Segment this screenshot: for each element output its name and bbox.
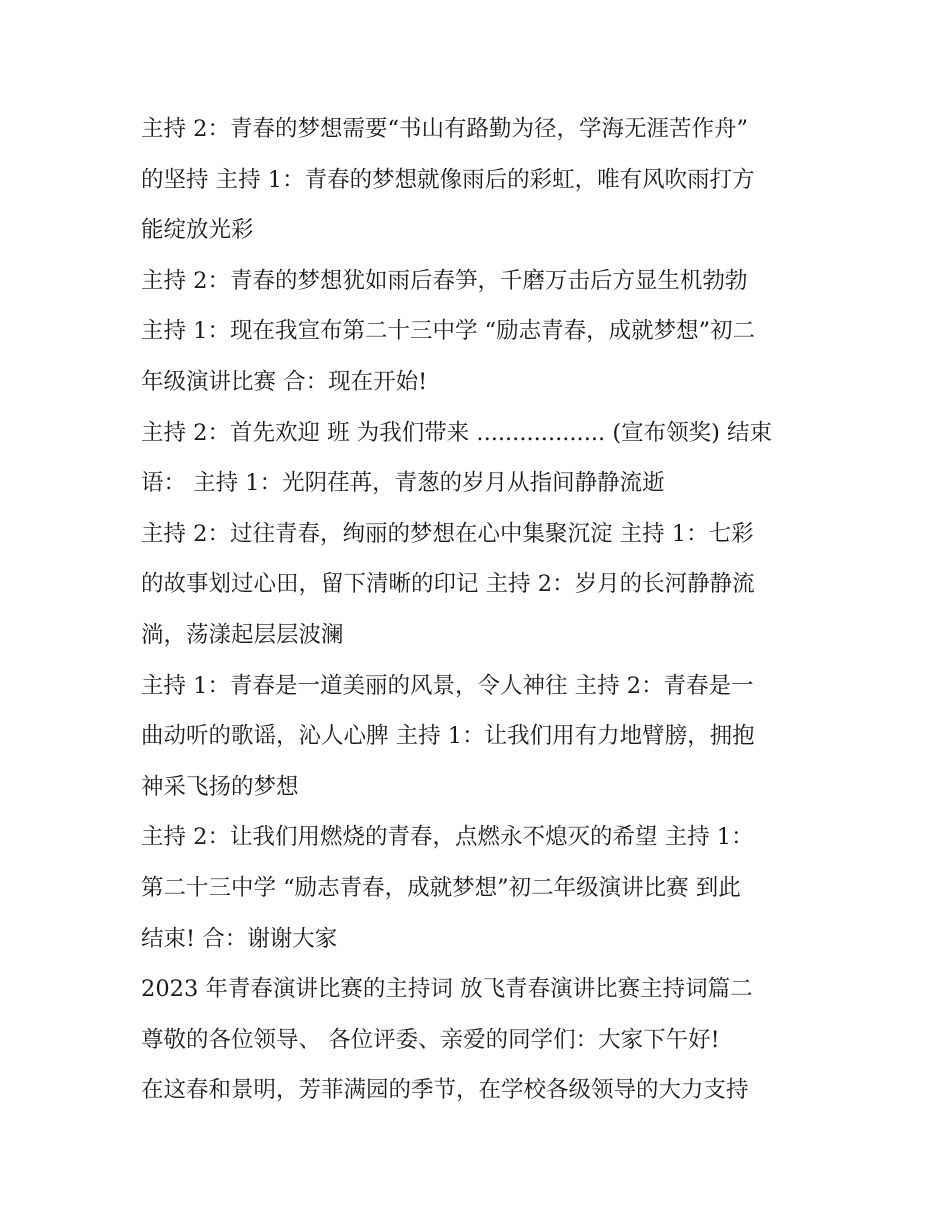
text-line: 结束! 合：谢谢大家: [141, 925, 338, 952]
text-line: 主持 2：青春的梦想需要“书山有路勤为径，学海无涯苦作舟”: [141, 116, 748, 142]
text-line: 主持 1：现在我宣布第二十三中学 “励志青春，成就梦想”初二: [141, 318, 756, 345]
text-line: 神采飞扬的梦想: [141, 773, 299, 800]
text-line: 年级演讲比赛 合：现在开始!: [141, 368, 428, 395]
text-line: 2023 年青春演讲比赛的主持词 放飞青春演讲比赛主持词篇二: [141, 976, 753, 1003]
document-body: [141, 109, 821, 1121]
text-line: 的坚持 主持 1：青春的梦想就像雨后的彩虹，唯有风吹雨打方: [141, 166, 755, 193]
text-line: 主持 2：首先欢迎 班 为我们带来 .................. (宣布领奖) 结束: [141, 419, 773, 446]
text-line: 曲动听的歌谣，沁人心脾 主持 1：让我们用有力地臂膀，拥抱: [141, 723, 755, 750]
text-line: 语： 主持 1：光阴荏苒，青葱的岁月从指间静静流逝: [141, 470, 665, 497]
text-line: 第二十三中学 “励志青春，成就梦想”初二年级演讲比赛 到此: [141, 874, 741, 901]
text-line: 主持 2：过往青春，绚丽的梦想在心中集聚沉淀 主持 1：七彩: [141, 520, 754, 547]
text-line: 尊敬的各位领导、 各位评委、亲爱的同学们：大家下午好!: [141, 1026, 720, 1053]
text-line: 在这春和景明，芳菲满园的季节，在学校各级领导的大力支持: [141, 1077, 749, 1104]
text-line: 的故事划过心田，留下清晰的印记 主持 2：岁月的长河静静流: [141, 571, 755, 598]
text-line: 主持 2：让我们用燃烧的青春，点燃永不熄灭的希望 主持 1：: [141, 824, 754, 851]
text-line: 能绽放光彩: [141, 217, 254, 244]
text-line: 主持 2：青春的梦想犹如雨后春笋，千磨万击后方显生机勃勃: [141, 267, 748, 294]
text-line: 主持 1：青春是一道美丽的风景，令人神往 主持 2：青春是一: [141, 672, 754, 699]
text-line: 淌，荡漾起层层波澜: [141, 621, 344, 648]
